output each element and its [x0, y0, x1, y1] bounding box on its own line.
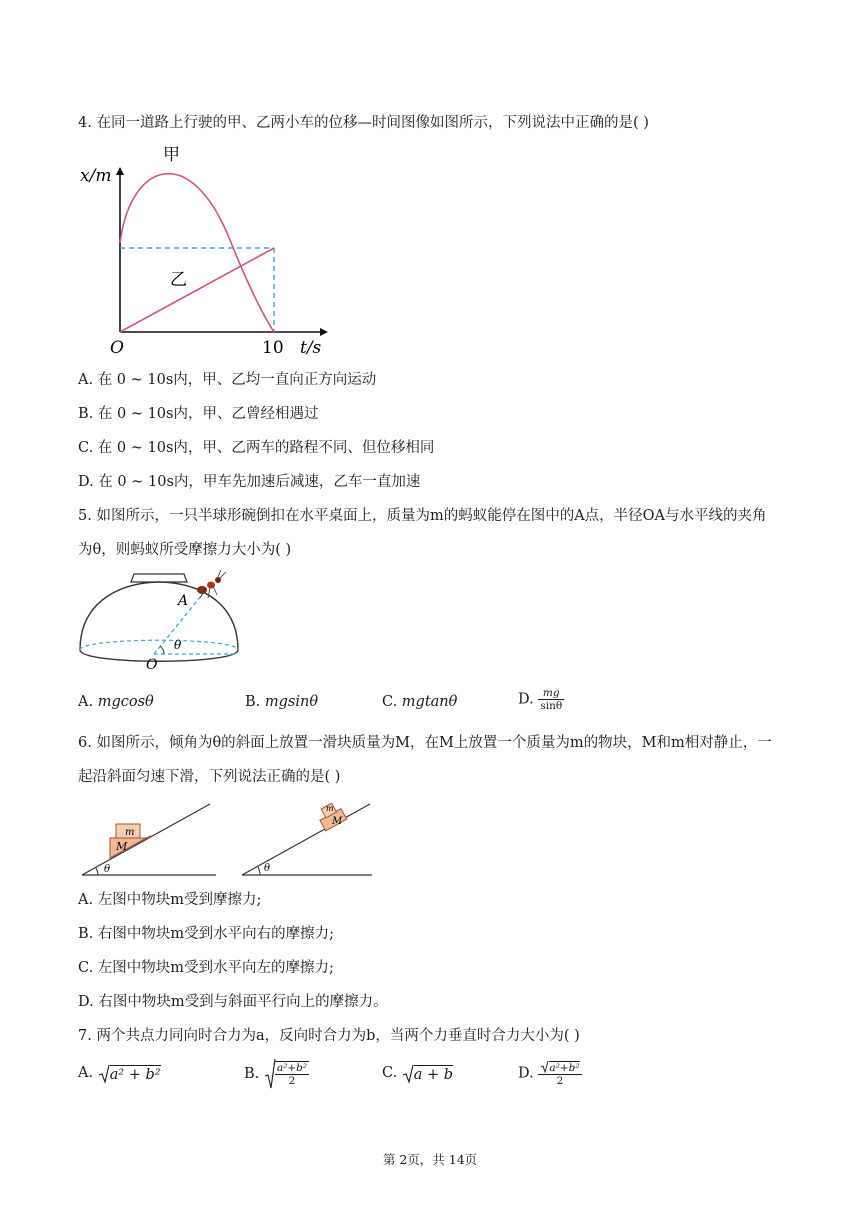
sqrt-sign — [540, 1060, 549, 1073]
q7-option-d: D. $\frac{\text{a²+b²}}{2}$ — [518, 1062, 580, 1087]
q6-option-d: D. 右图中物块m受到与斜面平行向上的摩擦力。 — [78, 994, 388, 1010]
q6-left-figure — [78, 798, 218, 880]
q6-stem-line1: 6. 如图所示，倾角为θ的斜面上放置一滑块质量为M，在M上放置一个质量为m的物块，M和m相对静止，一 — [78, 735, 772, 751]
q7-stem: 7. 两个共点力同向时合力为a，反向时合力为b，当两个力垂直时合力大小为( ) — [78, 1028, 580, 1044]
q5-option-d: D. $\frac{mg}{\sin\theta}$ — [518, 687, 563, 712]
incline — [82, 804, 210, 875]
q6-option-c: C. 左图中物块m受到水平向左的摩擦力; — [78, 960, 334, 976]
label-a: A — [178, 593, 189, 609]
q4-option-a: A. 在 0 ~ 10s内，甲、乙均一直向正方向运动 — [78, 372, 377, 388]
q4-option-c: C. 在 0 ~ 10s内，甲、乙两车的路程不同、但位移相同 — [78, 440, 435, 456]
y-axis-arrow — [116, 167, 124, 175]
page-footer: 第 2页，共 14页 — [382, 1152, 478, 1167]
q5-option-a: A. mgcosθ — [78, 694, 154, 710]
q7-option-b: B. $\frac{\text{a²+b²}}{2}$ — [244, 1058, 309, 1090]
q5-option-b: B. mgsinθ — [245, 694, 319, 710]
incline — [242, 804, 370, 875]
q6-stem-line2: 起沿斜面匀速下滑，下列说法正确的是( ) — [78, 769, 341, 785]
label-small: m — [125, 827, 135, 838]
q5-bowl-figure — [76, 568, 246, 673]
q7-option-c: C. a + b — [382, 1065, 454, 1083]
label-theta: θ — [174, 638, 182, 652]
ant-icon — [197, 570, 226, 598]
angle-arc — [258, 867, 260, 875]
label-big: M — [332, 816, 343, 827]
x-axis-arrow — [320, 328, 328, 336]
label-x-tick: 10 — [262, 338, 284, 358]
label-big: M — [116, 840, 128, 853]
q4-option-d: D. 在 0 ~ 10s内，甲车先加速后减速，乙车一直加速 — [78, 474, 421, 490]
label-o: O — [146, 657, 158, 673]
label-theta: θ — [264, 863, 271, 874]
q6-right-figure — [240, 796, 375, 880]
q5-stem-line1: 5. 如图所示，一只半球形碗倒扣在水平桌面上，质量为m的蚂蚁能停在图中的A点，半径OA与水平线的夹角 — [78, 508, 767, 524]
q5-option-c: C. mgtanθ — [382, 694, 458, 710]
label-y-axis: x/m — [80, 166, 112, 186]
q5-stem-line2: 为θ，则蚂蚁所受摩擦力大小为( ) — [78, 542, 292, 558]
curve-jia — [120, 174, 274, 332]
base-front — [80, 650, 238, 661]
q7-option-a: A. a² + b² — [78, 1065, 161, 1083]
sqrt-sign — [98, 1064, 110, 1084]
q4-option-b: B. 在 0 ~ 10s内，甲、乙曾经相遇过 — [78, 406, 319, 422]
q4-xt-graph — [78, 145, 338, 360]
label-small: m — [326, 804, 334, 813]
label-theta: θ — [104, 864, 111, 875]
label-yi: 乙 — [170, 270, 187, 290]
angle-arc — [96, 868, 98, 875]
label-origin: O — [110, 338, 124, 358]
q6-option-a: A. 左图中物块m受到摩擦力; — [78, 892, 262, 908]
sqrt-sign — [402, 1064, 414, 1084]
label-jia: 甲 — [163, 145, 180, 165]
q6-option-b: B. 右图中物块m受到水平向右的摩擦力; — [78, 926, 335, 942]
label-x-axis: t/s — [300, 338, 322, 358]
q4-stem: 4. 在同一道路上行驶的甲、乙两小车的位移—时间图像如图所示，下列说法中正确的是( ) — [78, 115, 649, 131]
bowl-foot — [131, 574, 187, 582]
